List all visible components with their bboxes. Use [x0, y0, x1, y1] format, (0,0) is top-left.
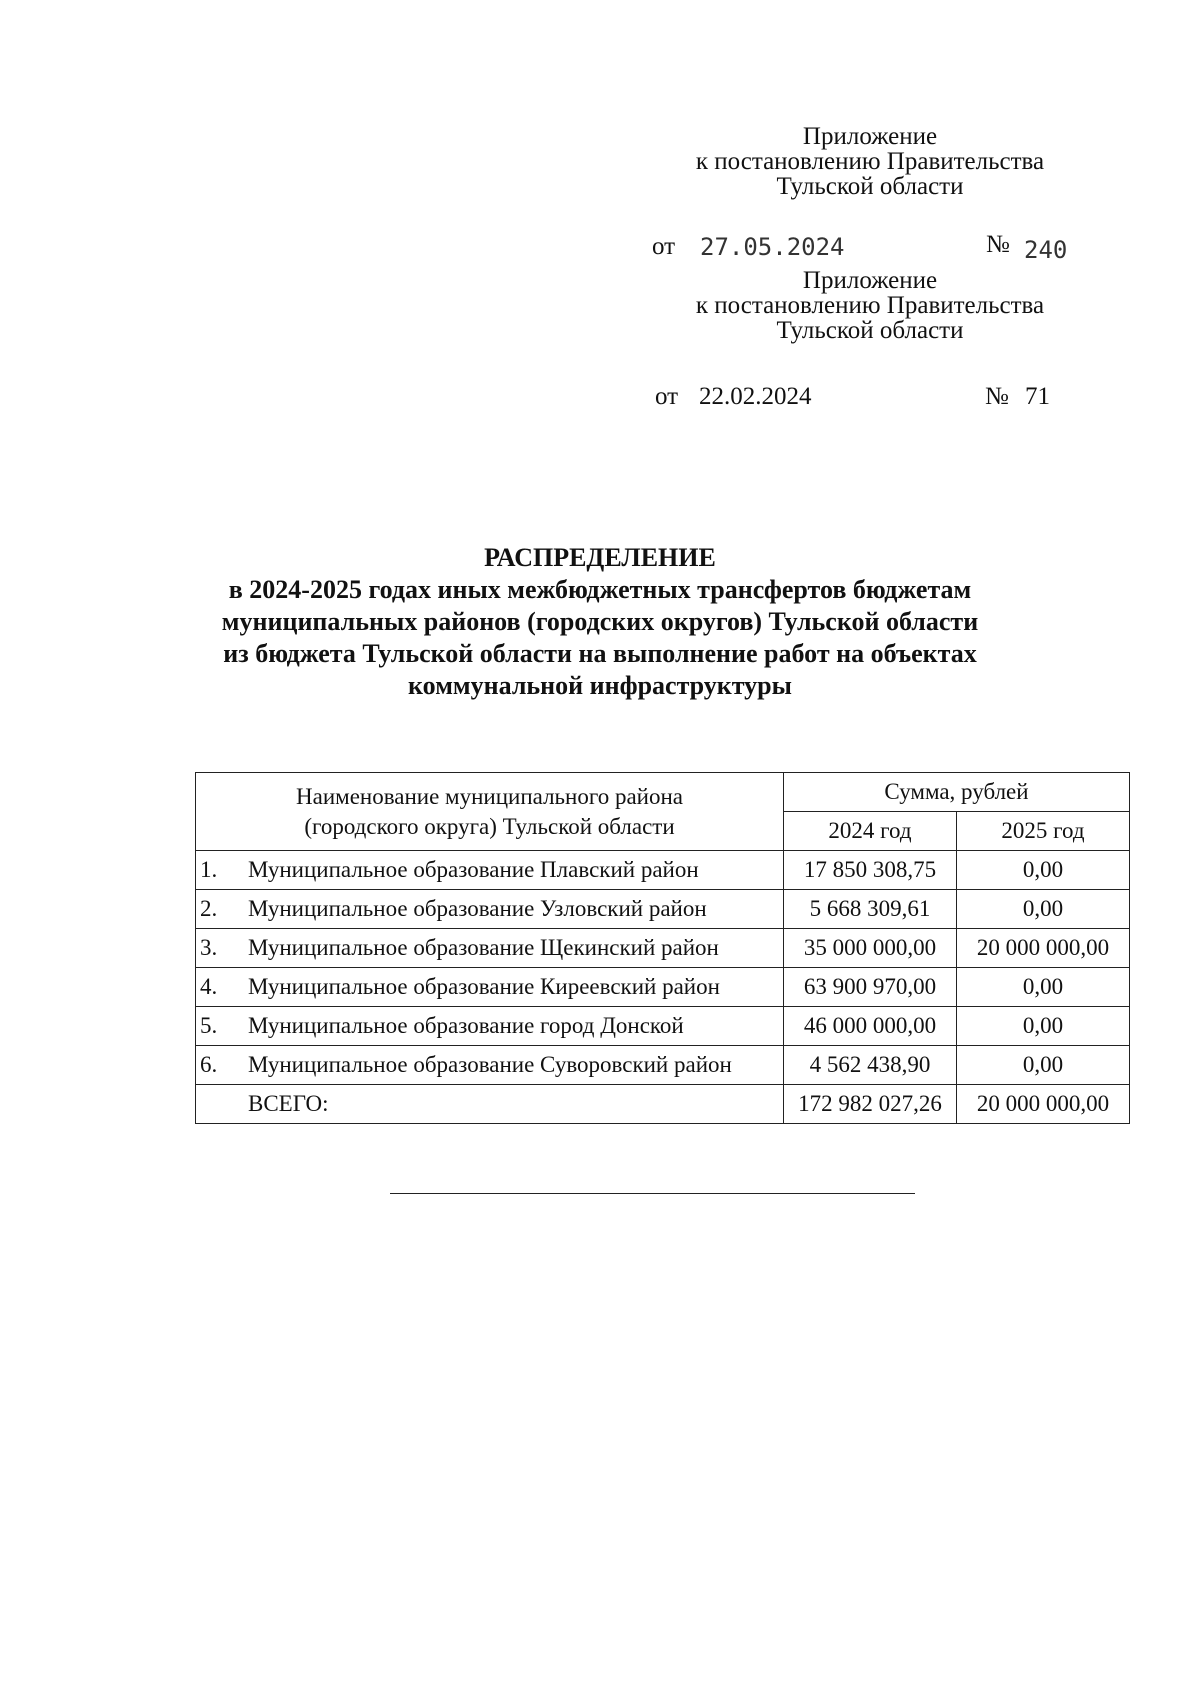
amount-2024: 63 900 970,00 [784, 968, 957, 1007]
amount-2025: 0,00 [957, 968, 1130, 1007]
name-header-line: Наименование муниципального района [296, 783, 683, 809]
table-total-row [196, 1085, 1130, 1124]
number-sign: № [985, 383, 1009, 410]
number-sign: № [986, 231, 1010, 258]
date-prefix: от [655, 383, 679, 410]
amount-2025: 0,00 [957, 851, 1130, 890]
municipality-name: Муниципальное образование город Донской [236, 1007, 784, 1046]
amount-2025: 0,00 [957, 890, 1130, 929]
table-row [196, 851, 1130, 890]
municipality-name: Муниципальное образование Суворовский район [236, 1046, 784, 1085]
table-row [196, 890, 1130, 929]
appendix-header-1 [670, 124, 1070, 199]
appendix-1-number: 240 [1024, 236, 1068, 264]
appendix-1-date: 27.05.2024 [700, 233, 845, 261]
amount-2024: 4 562 438,90 [784, 1046, 957, 1085]
year-2025-header: 2025 год [957, 812, 1130, 851]
date-prefix: от [652, 233, 676, 260]
year-2024-header: 2024 год [784, 812, 957, 851]
appendix-1-line: к постановлению Правительства [695, 148, 1045, 175]
sum-column-header: Сумма, рублей [784, 773, 1130, 812]
name-column-header [196, 773, 784, 851]
title-line: коммунальной инфраструктуры [408, 671, 792, 700]
municipality-name: Муниципальное образование Плавский район [236, 851, 784, 890]
row-number: 2. [196, 890, 237, 929]
title-line: в 2024-2025 годах иных межбюджетных трансфертов бюджетам [228, 575, 972, 604]
appendix-1-date-line [652, 232, 1072, 264]
name-header-line: (городского округа) Тульской области [304, 813, 675, 839]
amount-2024: 46 000 000,00 [784, 1007, 957, 1046]
appendix-2-number: 71 [1025, 383, 1050, 410]
amount-2025: 0,00 [957, 1046, 1130, 1085]
amount-2025: 20 000 000,00 [957, 929, 1130, 968]
appendix-2-line: к постановлению Правительства [695, 292, 1045, 319]
appendix-2-line: Тульской области [776, 317, 964, 344]
row-number: 1. [196, 851, 237, 890]
table-header-row [196, 773, 1130, 812]
row-number: 6. [196, 1046, 237, 1085]
total-label: ВСЕГО: [236, 1085, 784, 1124]
row-number: 4. [196, 968, 237, 1007]
appendix-2-date: 22.02.2024 [699, 383, 812, 410]
title-line: из бюджета Тульской области на выполнение работ на объектах [223, 639, 977, 668]
appendix-2-line: Приложение [802, 267, 938, 294]
total-2024: 172 982 027,26 [784, 1085, 957, 1124]
row-number: 3. [196, 929, 237, 968]
footer-divider [390, 1193, 915, 1194]
municipality-name: Муниципальное образование Щекинский район [236, 929, 784, 968]
appendix-1-line: Приложение [802, 123, 938, 150]
appendix-1-line: Тульской области [776, 173, 964, 200]
municipality-name: Муниципальное образование Узловский район [236, 890, 784, 929]
distribution-table [195, 772, 1130, 1124]
table-row [196, 929, 1130, 968]
total-2025: 20 000 000,00 [957, 1085, 1130, 1124]
table-row [196, 1007, 1130, 1046]
table-row [196, 1046, 1130, 1085]
table-row [196, 968, 1130, 1007]
appendix-header-2 [670, 268, 1070, 343]
row-number-empty [196, 1085, 237, 1124]
amount-2024: 35 000 000,00 [784, 929, 957, 968]
appendix-2-date-line [655, 382, 1075, 414]
municipality-name: Муниципальное образование Киреевский район [236, 968, 784, 1007]
amount-2024: 5 668 309,61 [784, 890, 957, 929]
amount-2025: 0,00 [957, 1007, 1130, 1046]
row-number: 5. [196, 1007, 237, 1046]
document-title [150, 542, 1050, 702]
title-line: РАСПРЕДЕЛЕНИЕ [484, 543, 716, 572]
amount-2024: 17 850 308,75 [784, 851, 957, 890]
title-line: муниципальных районов (городских округов) Тульской области [221, 607, 979, 636]
